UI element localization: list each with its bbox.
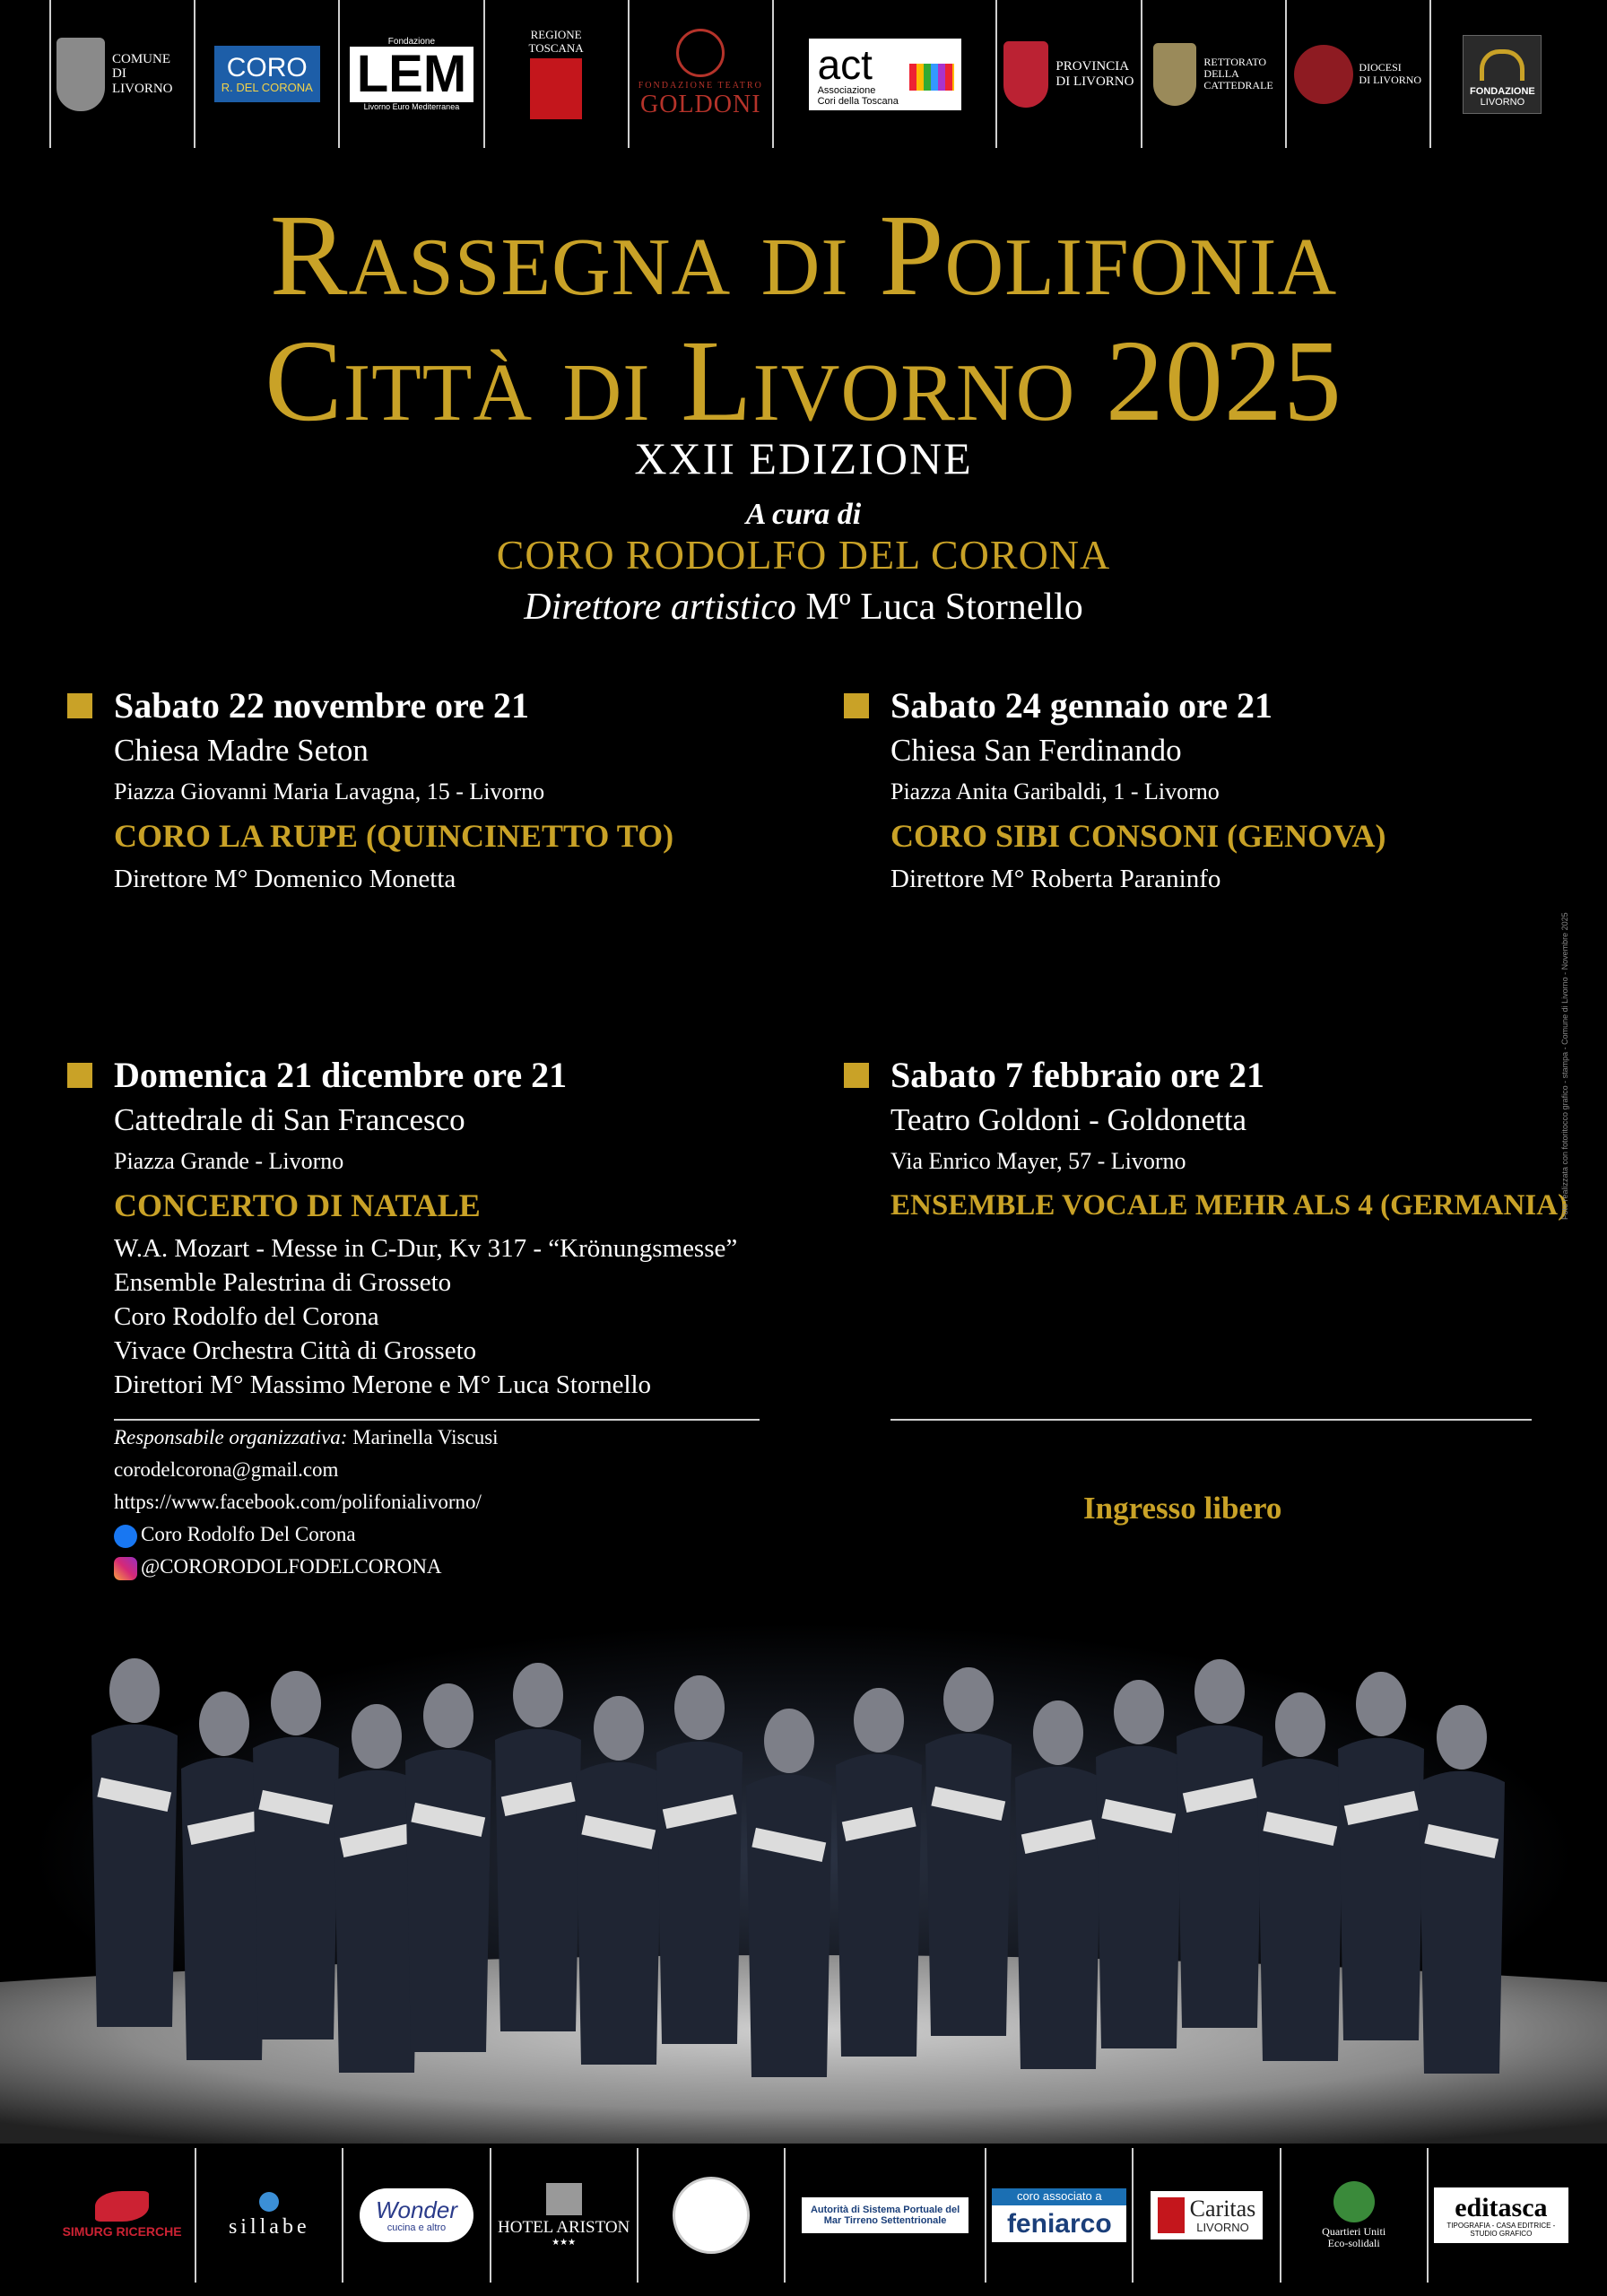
event-3 [114, 1054, 737, 1402]
curated-by-label: A cura di [745, 498, 862, 531]
singer-silhouette [91, 1725, 178, 2028]
provincia-crest-icon [1003, 41, 1048, 108]
event-venue: Teatro Goldoni - Goldonetta [890, 1102, 1247, 1137]
title-line-1: Rassegna di Polifonia [269, 191, 1338, 320]
singer-silhouette [1096, 1746, 1182, 2049]
divider-left [114, 1419, 760, 1421]
sillabe-dot-icon [259, 2192, 279, 2212]
event-venue: Chiesa Madre Seton [114, 733, 369, 768]
singer-silhouette [925, 1734, 1012, 2037]
choir-photo [0, 1587, 1607, 2144]
program-line: Ensemble Palestrina di Grosseto [114, 1268, 452, 1297]
singer-silhouette [1419, 1771, 1505, 2074]
singer-head [423, 1683, 473, 1748]
singer-head [271, 1671, 321, 1735]
event-address: Piazza Giovanni Maria Lavagna, 15 - Livorno [114, 778, 545, 804]
singer-silhouette [836, 1754, 922, 2057]
logo-simurg [49, 2148, 195, 2283]
singer-head [674, 1675, 725, 1740]
regione-label: REGIONE TOSCANA [528, 28, 584, 55]
logo-autorita-portuale [784, 2148, 985, 2283]
caritas-label: Caritas [1189, 2195, 1256, 2222]
caritas-sub: LIVORNO [1196, 2221, 1249, 2235]
singer-silhouette [1338, 1738, 1424, 2041]
divider-right [890, 1419, 1532, 1421]
event-2 [890, 684, 1385, 896]
goldoni-top: FONDAZIONE TEATRO [638, 81, 763, 91]
diocesi-label: DIOCESI DI LIVORNO [1359, 61, 1422, 86]
rettorato-crest-icon [1153, 43, 1196, 106]
pegasus-icon [530, 58, 582, 119]
simurg-bird-icon [95, 2191, 149, 2222]
singer-head [109, 1658, 160, 1723]
artistic-director [0, 586, 1607, 629]
singer-silhouette [1015, 1767, 1101, 2070]
sponsor-logo-strip-top [49, 0, 1574, 148]
rettorato-label: RETTORATO DELLA CATTEDRALE [1203, 55, 1273, 92]
caritas-cross-icon [1158, 2197, 1185, 2233]
lem-sub: Livorno Euro Mediterranea [363, 102, 460, 111]
logo-act [772, 0, 995, 148]
singer-head [199, 1692, 249, 1756]
bullet-square-icon [844, 693, 869, 718]
facebook-url-link[interactable]: https://www.facebook.com/polifonialivorno/ [114, 1491, 482, 1513]
tree-icon [1333, 2181, 1375, 2222]
coro-logo-text: CORO [226, 53, 308, 83]
event-director: Direttore M° Roberta Paraninfo [890, 865, 1221, 893]
edition-label: XXII EDIZIONE [634, 433, 973, 483]
page-title [0, 193, 1607, 444]
event-address: Piazza Grande - Livorno [114, 1148, 344, 1174]
logo-wonder [342, 2148, 489, 2283]
borgo-seal-icon [673, 2177, 750, 2254]
singer-silhouette [576, 1762, 662, 2066]
logo-coro-del-corona [194, 0, 338, 148]
act-sub1: Associazione [817, 84, 876, 96]
program-line: Coro Rodolfo del Corona [114, 1302, 379, 1331]
singer-head [1275, 1692, 1325, 1757]
side-credit: Foto realizzata con fotoritocco grafico - stampa - Comune di Livorno - Novembre 2025 [1560, 912, 1569, 1220]
event-choir: CORO SIBI CONSONI (GENOVA) [890, 818, 1386, 854]
wonder-label: Wonder [375, 2196, 457, 2223]
event-date: Sabato 24 gennaio ore 21 [890, 685, 1273, 726]
event-choir: CORO LA RUPE (QUINCINETTO TO) [114, 818, 674, 854]
singer-head [513, 1663, 563, 1727]
lem-logo-text: LEM [350, 47, 473, 102]
singer-head [854, 1688, 904, 1752]
email-link[interactable]: corodelcorona@gmail.com [114, 1458, 339, 1481]
fondazione-label: FONDAZIONE [1470, 85, 1535, 97]
sillabe-label: sillabe [228, 2214, 310, 2239]
singer-head [764, 1709, 814, 1773]
act-sub2: Cori della Toscana [817, 95, 899, 107]
hotel-building-icon [546, 2183, 582, 2215]
feniarco-label: feniarco [992, 2205, 1126, 2242]
logo-fondazione-lem [338, 0, 482, 148]
manager-name: Marinella Viscusi [352, 1426, 499, 1448]
program-line: Vivace Orchestra Città di Grosseto [114, 1336, 477, 1365]
fondazione-sub: LIVORNO [1480, 96, 1525, 108]
program-line: W.A. Mozart - Messe in C-Dur, Kv 317 - “Krönungsmesse” [114, 1234, 738, 1263]
goldoni-emblem-icon [676, 29, 725, 77]
diocesi-seal-icon [1294, 45, 1353, 104]
bullet-square-icon [67, 1063, 92, 1088]
act-logo-text: act [817, 40, 873, 88]
logo-quartieri-uniti [1280, 2148, 1427, 2283]
logo-editasca [1427, 2148, 1574, 2283]
porto-sub: Mar Tirreno Settentrionale [823, 2215, 947, 2226]
title-line-2: Città di Livorno 2025 [265, 317, 1342, 446]
event-director: Direttore M° Domenico Monetta [114, 865, 456, 893]
feniarco-top: coro associato a [992, 2188, 1126, 2205]
lem-top: Fondazione [387, 37, 436, 47]
comune-label: COMUNE DI LIVORNO [112, 51, 173, 96]
contacts [114, 1422, 499, 1583]
bullet-square-icon [67, 693, 92, 718]
organizer-name: CORO RODOLFO DEL CORONA [496, 532, 1111, 578]
singer-head [352, 1704, 402, 1769]
logo-hotel-ariston [490, 2148, 637, 2283]
logo-provincia-livorno [995, 0, 1140, 148]
fondazione-arch-icon [1480, 49, 1524, 81]
logo-comune-livorno [49, 0, 194, 148]
comune-crest-icon [56, 38, 105, 111]
singer-silhouette [656, 1742, 743, 2045]
event-4 [890, 1054, 1568, 1231]
logo-caritas [1132, 2148, 1279, 2283]
facebook-page-link[interactable]: Coro Rodolfo Del Corona [141, 1523, 356, 1545]
event-choir: ENSEMBLE VOCALE MEHR ALS 4 (GERMANIA) [890, 1189, 1568, 1222]
logo-sillabe [195, 2148, 342, 2283]
logo-diocesi [1285, 0, 1429, 148]
logo-rettorato [1141, 0, 1285, 148]
singer-head [943, 1667, 994, 1732]
singer-silhouette [405, 1750, 491, 2053]
bullet-square-icon [844, 1063, 869, 1088]
logo-fondazione-livorno [1429, 0, 1574, 148]
editasca-sub: TIPOGRAFIA - CASA EDITRICE - STUDIO GRAFICO [1446, 2221, 1556, 2238]
admission-label: Ingresso libero [1083, 1491, 1282, 1526]
logo-feniarco [985, 2148, 1132, 2283]
ariston-label: HOTEL ARISTON [498, 2218, 630, 2238]
simurg-label: SIMURG RICERCHE [62, 2224, 182, 2239]
logo-borgo [637, 2148, 784, 2283]
singer-silhouette [495, 1729, 581, 2032]
provincia-label: PROVINCIA DI LIVORNO [1055, 59, 1134, 89]
event-address: Via Enrico Mayer, 57 - Livorno [890, 1148, 1186, 1174]
singer-head [1033, 1700, 1083, 1765]
singer-head [1194, 1659, 1245, 1724]
singer-silhouette [746, 1775, 832, 2078]
logo-teatro-goldoni [628, 0, 772, 148]
event-date: Sabato 22 novembre ore 21 [114, 685, 529, 726]
quartieri-label: Quartieri Uniti Eco-solidali [1322, 2224, 1386, 2249]
ariston-stars: ★★★ [552, 2237, 577, 2248]
event-venue: Chiesa San Ferdinando [890, 733, 1182, 768]
event-date: Sabato 7 febbraio ore 21 [890, 1055, 1265, 1095]
director-name: Mº Luca Stornello [805, 587, 1083, 628]
event-address: Piazza Anita Garibaldi, 1 - Livorno [890, 778, 1220, 804]
singer-head [1114, 1680, 1164, 1744]
program-line: Direttori M° Massimo Merone e M° Luca Stornello [114, 1370, 652, 1399]
director-label: Direttore artistico [524, 587, 796, 628]
event-venue: Cattedrale di San Francesco [114, 1102, 465, 1137]
facebook-icon [114, 1525, 137, 1548]
manager-label: Responsabile organizzativa: [114, 1426, 348, 1448]
porto-title: Autorità di Sistema Portuale del [810, 2204, 960, 2215]
coro-logo-sub: R. DEL CORONA [221, 81, 313, 94]
act-dots-icon [909, 64, 954, 91]
singer-silhouette [1257, 1759, 1343, 2062]
instagram-icon [114, 1557, 137, 1580]
goldoni-logo-text: GOLDONI [640, 91, 761, 118]
event-choir: CONCERTO DI NATALE [114, 1187, 481, 1223]
editasca-label: editasca [1455, 2192, 1548, 2222]
singer-head [1356, 1672, 1406, 1736]
event-date: Domenica 21 dicembre ore 21 [114, 1055, 568, 1095]
wonder-sub: cucina e altro [387, 2222, 447, 2234]
event-1 [114, 684, 673, 896]
sponsor-logo-strip-bottom [49, 2148, 1574, 2283]
singer-head [594, 1696, 644, 1761]
logo-regione-toscana [483, 0, 628, 148]
instagram-handle-link[interactable]: @CORORODOLFODELCORONA [141, 1555, 442, 1578]
singer-head [1437, 1705, 1487, 1770]
singer-silhouette [253, 1737, 339, 2040]
singer-silhouette [1177, 1726, 1263, 2029]
